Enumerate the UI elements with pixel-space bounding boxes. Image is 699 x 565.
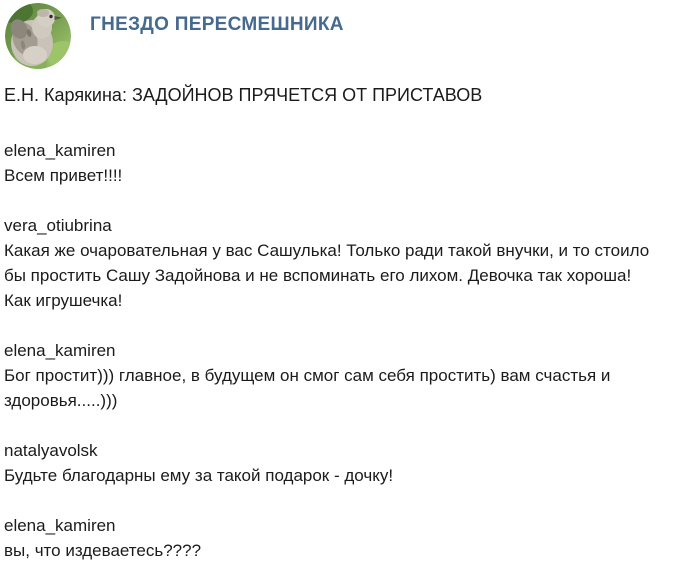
comment-username[interactable]: vera_otiubrina [4,216,112,235]
comment [4,138,699,188]
comment-username[interactable]: natalyavolsk [4,441,98,460]
community-name[interactable]: ГНЕЗДО ПЕРЕСМЕШНИКА [90,14,344,35]
comment-text: Бог простит))) главное, в будущем он смог сам себя простить) вам счастья и [4,366,611,385]
comment [4,513,699,563]
post-header [5,3,699,69]
comment [4,213,699,313]
comment-text: Будьте благодарны ему за такой подарок - дочку! [4,466,394,485]
comment [4,438,699,488]
community-avatar[interactable] [5,3,71,69]
post-headline: Е.Н. Карякина: ЗАДОЙНОВ ПРЯЧЕТСЯ ОТ ПРИСТАВОВ [4,85,483,105]
bird-avatar-icon [5,3,71,69]
comment-text: вы, что издеваетесь???? [4,541,202,560]
comment-username[interactable]: elena_kamiren [4,141,116,160]
post-page [0,3,699,565]
comment-text: Всем привет!!!! [4,166,123,185]
comment-text: Какая же очаровательная у вас Сашулька! Только ради такой внучки, и то стоило [4,241,650,260]
comment-username[interactable]: elena_kamiren [4,516,116,535]
comment-username[interactable]: elena_kamiren [4,341,116,360]
comments-list [4,138,699,563]
comment [4,338,699,413]
comment-text: Как игрушечка! [4,291,123,310]
comment-text: бы простить Сашу Задойнова и не вспоминать его лихом. Девочка так хороша! [4,266,632,285]
comment-text: здоровья.....))) [4,391,118,410]
